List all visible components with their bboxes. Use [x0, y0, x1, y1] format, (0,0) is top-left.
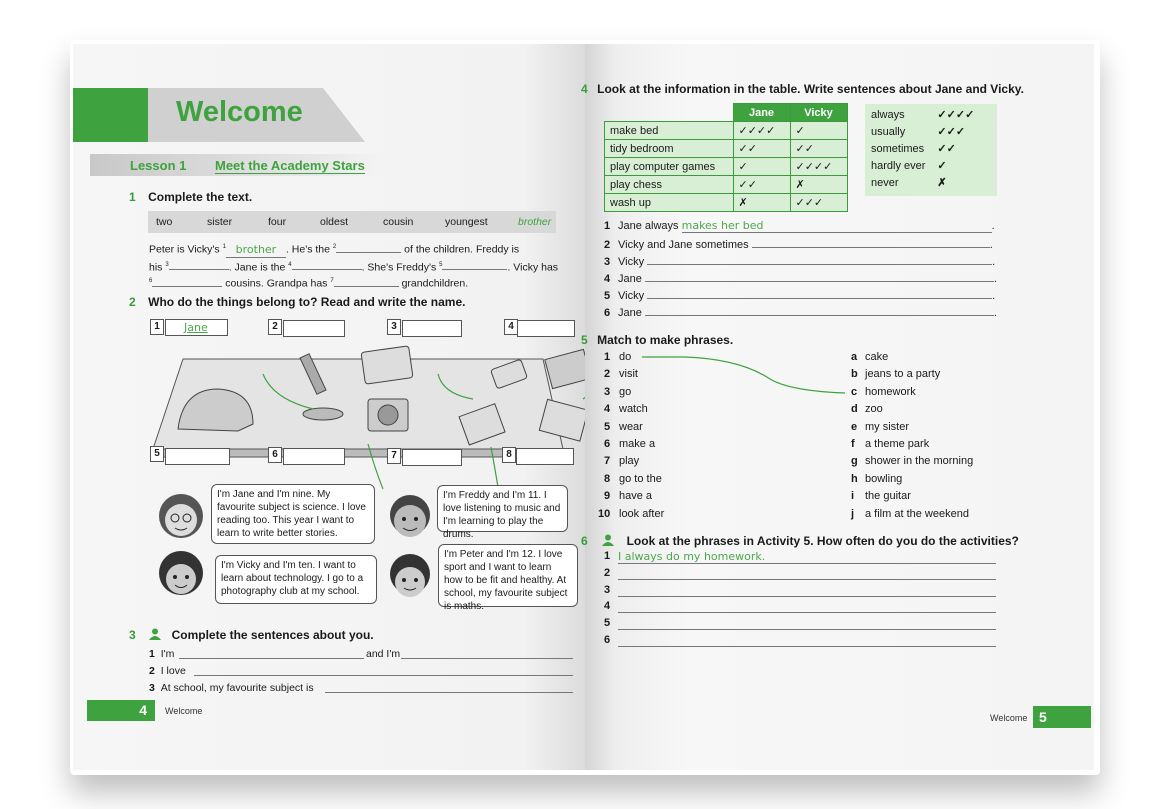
ex4-line: 6 Jane .: [604, 304, 999, 319]
ex3-line-2: 2 I love: [149, 664, 574, 681]
ex6-title: Look at the phrases in Activity 5. How often do you do the activities?: [626, 534, 1019, 548]
name-box-7[interactable]: [402, 449, 462, 466]
ex4-blank-6[interactable]: [645, 304, 994, 316]
ex6-number: 6: [581, 534, 588, 548]
match-right-item: e my sister: [851, 420, 909, 433]
peter-bubble: I'm Peter and I'm 12. I love sport and I want to learn how to be fit and healthy. At school, my favourite subject is maths.: [438, 544, 578, 607]
match-right-item: h bowling: [851, 472, 903, 485]
name-box-5[interactable]: [165, 448, 230, 465]
footer-label: Welcome: [165, 706, 203, 716]
blank-4[interactable]: [292, 269, 362, 270]
word-box: [148, 211, 556, 233]
ex6-line: 6: [604, 634, 999, 651]
ex2-heading: [129, 293, 465, 311]
ex4-blank-4[interactable]: [645, 270, 994, 282]
ex1-title: Complete the text.: [148, 190, 253, 204]
ex4-line: 5 Vicky .: [604, 287, 999, 302]
left-page: [73, 44, 585, 770]
match-right-item: c homework: [851, 385, 916, 398]
table-row: play computer games ✓ ✓✓✓✓: [605, 158, 848, 176]
key-row: hardly ever ✓: [871, 159, 947, 172]
match-left-item: 7 play: [604, 455, 640, 468]
ex2-number: 2: [129, 295, 136, 309]
ex6-line: 5: [604, 617, 999, 634]
ex4-line: 4 Jane .: [604, 270, 999, 285]
ex4-answer-1[interactable]: makes her bed: [682, 219, 992, 233]
blank-7[interactable]: [334, 286, 399, 287]
name-box-6[interactable]: [283, 448, 345, 465]
word-item: oldest: [320, 216, 349, 228]
ex6-blank-6[interactable]: [618, 634, 996, 647]
right-page: [581, 44, 1094, 770]
match-left-item: 3 go: [604, 385, 632, 398]
col-vicky: Vicky: [790, 104, 847, 122]
blank-3[interactable]: [169, 269, 229, 270]
ex6-blank-5[interactable]: [618, 617, 996, 630]
ex3-number: 3: [129, 628, 136, 642]
name-box-8[interactable]: [516, 448, 574, 465]
ex3-title: Complete the sentences about you.: [171, 628, 374, 642]
box-number: 1: [150, 319, 164, 335]
ex4-blank-5[interactable]: [647, 287, 992, 299]
box-number: 8: [502, 447, 516, 463]
match-left-item: 5 wear: [604, 420, 643, 433]
footer-label: Welcome: [990, 713, 1028, 723]
match-right-item: b jeans to a party: [851, 368, 941, 381]
ex4-blank-3[interactable]: [647, 253, 992, 265]
page-number-tab: [87, 700, 155, 721]
box-number: 6: [268, 447, 282, 463]
table-row: tidy bedroom ✓✓ ✓✓: [605, 140, 848, 158]
ex6-blank-4[interactable]: [618, 600, 996, 613]
ex5-title: Match to make phrases.: [597, 333, 734, 347]
jane-bubble: I'm Jane and I'm nine. My favourite subject is science. I love reading too. This year I want to learn to write better stories.: [211, 484, 375, 544]
box-number: 2: [268, 319, 282, 335]
ex3-blank-3[interactable]: [325, 681, 573, 693]
page-number: 4: [139, 702, 147, 718]
ex3-blank-1b[interactable]: [401, 647, 573, 659]
match-left-item: 10 look after: [598, 507, 665, 520]
ex5-heading: [581, 331, 734, 349]
ex3-blank-1a[interactable]: [179, 647, 364, 659]
match-left-item: 9 have a: [604, 490, 653, 503]
ex2-title: Who do the things belong to? Read and write the name.: [148, 295, 466, 309]
match-right: [851, 351, 973, 525]
ex6-blank-3[interactable]: [618, 584, 996, 597]
page-number: 5: [1039, 709, 1047, 725]
answer-jane: Jane: [184, 321, 208, 334]
lesson-bar: [90, 154, 380, 176]
welcome-banner: [73, 88, 365, 142]
match-right-item: a cake: [851, 351, 889, 363]
freddy-bubble: I'm Freddy and I'm 11. I love listening to music and I'm learning to play the drums.: [437, 485, 568, 532]
page-number-tab: [1033, 706, 1091, 728]
page-title: Welcome: [176, 96, 303, 128]
table-row: wash up ✗ ✓✓✓: [605, 194, 848, 212]
ex4-blank-2[interactable]: [752, 236, 990, 248]
desk-illustration: [143, 319, 573, 494]
frequency-key: [865, 104, 997, 196]
key-row: sometimes ✓✓: [871, 142, 956, 155]
camera-icon: [368, 399, 408, 431]
name-box-1[interactable]: [165, 319, 228, 336]
ex6-line: 4: [604, 600, 999, 617]
box-number: 5: [150, 446, 164, 462]
ex3-line-3: 3 At school, my favourite subject is: [149, 681, 574, 698]
ex3-heading: [129, 626, 374, 644]
key-row: never ✗: [871, 176, 947, 189]
habits-table: [604, 103, 848, 212]
box-number: 4: [504, 319, 518, 335]
match-right-item: d zoo: [851, 403, 883, 416]
name-box-2[interactable]: [283, 320, 345, 337]
vicky-avatar: [155, 549, 207, 605]
match-right-item: f a theme park: [851, 437, 930, 450]
word-item-used: brother: [518, 216, 552, 228]
ex4-heading: [581, 80, 1024, 98]
key-row: usually ✓✓✓: [871, 125, 966, 138]
col-jane: Jane: [733, 104, 790, 122]
answer-1[interactable]: brother: [226, 243, 286, 258]
freddy-avatar: [385, 493, 435, 547]
word-item: cousin: [383, 216, 414, 228]
box-number: 7: [387, 448, 401, 464]
ex6-line: 2: [604, 567, 999, 584]
match-left-item: 6 make a: [604, 437, 656, 450]
blank-6[interactable]: [152, 286, 222, 287]
peter-avatar: [385, 552, 435, 608]
name-box-4[interactable]: [517, 320, 575, 337]
table-row: make bed ✓✓✓✓ ✓: [605, 122, 848, 140]
match-left-item: 8 go to the: [604, 472, 662, 485]
vicky-bubble: I'm Vicky and I'm ten. I want to learn about technology. I go to a photography club at my school.: [215, 555, 377, 604]
ex4-number: 4: [581, 82, 588, 96]
ex6-line: 1 I always do my homework.: [604, 550, 999, 567]
word-item: two: [156, 216, 173, 228]
match-right-item: g shower in the morning: [851, 455, 974, 468]
ex4-title: Look at the information in the table. Write sentences about Jane and Vicky.: [597, 82, 1024, 96]
match-left-item: 2 visit: [604, 368, 638, 381]
ex5-number: 5: [581, 333, 588, 347]
match-right-item: j a film at the weekend: [851, 507, 969, 520]
ex1-text: Peter is Vicky's $^1$ brother . He's the $^2$ of the children. Freddy is his $^3$ . Jane is the $^4$ . She's Freddy's $^5$ . Vicky has $^6$ cousins. Grandpa has $^7$ grandchildren.: [149, 242, 559, 290]
ex6-heading: [581, 532, 1019, 550]
match-line: [640, 351, 850, 401]
lesson-title: Meet the Academy Stars: [215, 158, 365, 173]
word-item: sister: [207, 216, 233, 228]
ex4-line: 3 Vicky .: [604, 253, 999, 268]
person-icon: [602, 533, 614, 545]
ex6-line: 3: [604, 584, 999, 601]
ex3-items: [149, 647, 574, 698]
ex4-line: 1 Jane always makes her bed .: [604, 219, 995, 232]
word-item: four: [268, 216, 287, 228]
ex4-line: 2 Vicky and Jane sometimes .: [604, 236, 999, 251]
ex3-blank-2[interactable]: [194, 664, 573, 676]
table-row: play chess ✓✓ ✗: [605, 176, 848, 194]
match-left-item: 1 do: [604, 351, 632, 363]
tablet-icon: [361, 346, 413, 384]
word-item: youngest: [445, 216, 488, 228]
name-box-3[interactable]: [402, 320, 462, 337]
blank-5[interactable]: [442, 269, 507, 270]
lesson-label: Lesson 1: [130, 158, 187, 173]
blank-2[interactable]: [336, 252, 401, 253]
ex6-answer-1[interactable]: I always do my homework.: [618, 550, 996, 564]
ex6-items: [604, 550, 999, 651]
match-left-item: 4 watch: [604, 403, 648, 416]
match-right-item: i the guitar: [851, 490, 911, 503]
ex6-blank-2[interactable]: [618, 567, 996, 580]
person-icon: [149, 627, 161, 639]
ex1-number: 1: [129, 190, 136, 204]
ex1-heading: [129, 188, 252, 206]
key-row: always ✓✓✓✓: [871, 108, 975, 121]
ex3-line-1: 1 I'm and I'm: [149, 647, 574, 664]
jane-avatar: [155, 490, 207, 546]
box-number: 3: [387, 319, 401, 335]
